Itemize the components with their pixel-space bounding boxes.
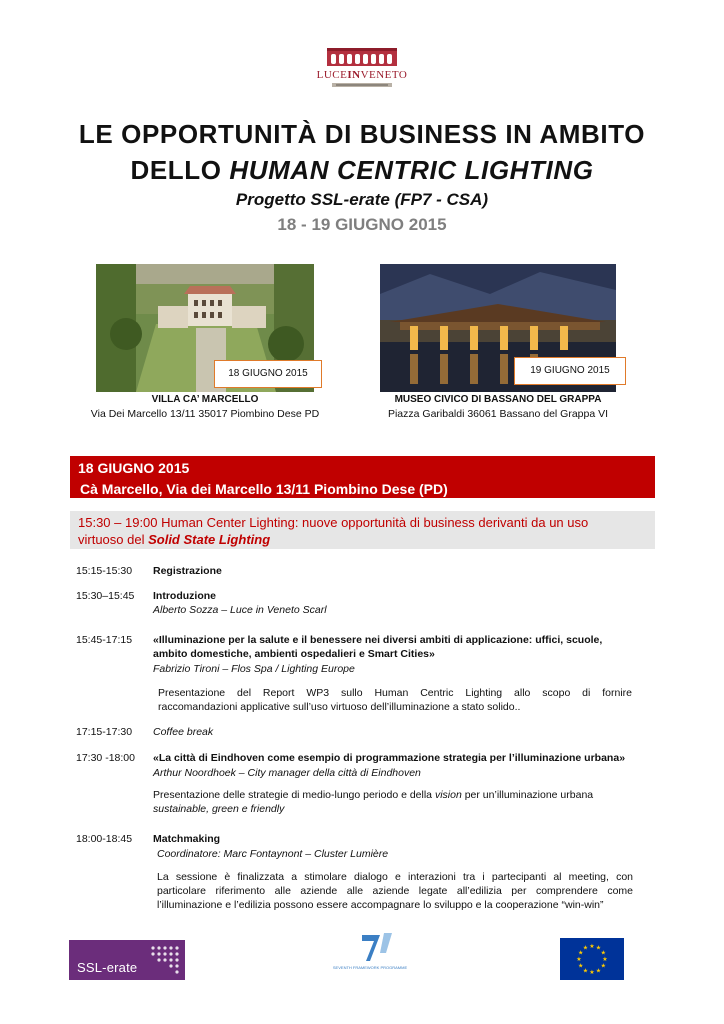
session-title-line2: virtuoso del Solid State Lighting xyxy=(78,532,271,547)
eu-star-icon: ★ xyxy=(578,963,584,970)
schedule-description: Presentazione del Report WP3 sullo Human Centric Lighting allo scopo di fornire xyxy=(158,687,632,699)
eu-star-icon: ★ xyxy=(582,968,589,975)
schedule-time: 15:15-15:30 xyxy=(76,565,133,577)
schedule-title: ambito domestiche, ambienti ospedalieri e Smart Cities» xyxy=(153,648,435,660)
schedule-speaker: Alberto Sozza – Luce in Veneto Scarl xyxy=(153,604,327,616)
page-title-line2: DELLO HUMAN CENTRIC LIGHTING xyxy=(130,155,594,185)
schedule-description: l’illuminazione e l’edilizia possono essere accompagnare lo sviluppo e la cooperazione “win-win” xyxy=(157,899,604,911)
schedule-speaker: Coordinatore: Marc Fontaynont – Cluster Lumière xyxy=(157,848,389,860)
schedule-description: La sessione è finalizzata a stimolare dialogo e interazioni tra i partecipanti al meeting, con xyxy=(157,871,633,883)
event-dates: 18 - 19 GIUGNO 2015 xyxy=(277,215,447,234)
venue-date-badge: 18 GIUGNO 2015 xyxy=(214,360,322,388)
schedule-speaker: Fabrizio Tironi – Flos Spa / Lighting Europe xyxy=(153,663,355,675)
schedule-title: Matchmaking xyxy=(153,833,221,845)
venue-address: Via Dei Marcello 13/11 35017 Piombino Dese PD xyxy=(90,408,320,420)
eu-flag-icon xyxy=(560,938,624,980)
banner-date: 18 GIUGNO 2015 xyxy=(78,460,190,476)
banner-location: Cà Marcello, Via dei Marcello 13/11 Piombino Dese (PD) xyxy=(80,481,448,497)
schedule-description: Presentazione delle strategie di medio-lungo periodo e della vision per un’illuminazione urbana xyxy=(153,789,594,801)
day-banner xyxy=(70,456,655,498)
logo-text: LUCEINVENETO xyxy=(316,69,408,81)
schedule-time: 15:45-17:15 xyxy=(76,634,133,646)
eu-star-icon: ★ xyxy=(600,950,606,957)
eu-star-icon: ★ xyxy=(595,945,602,952)
schedule-time: 17:30 -18:00 xyxy=(76,752,135,764)
schedule-title: Registrazione xyxy=(153,565,222,577)
eu-star-icon: ★ xyxy=(595,968,602,975)
arena-icon xyxy=(325,46,399,68)
session-header xyxy=(70,511,655,549)
ssl-logo-text: SSL-erate xyxy=(77,960,138,975)
venue-address: Piazza Garibaldi 36061 Bassano del Grappa VI xyxy=(387,408,609,420)
eu-star-icon: ★ xyxy=(589,970,595,976)
schedule-title: «Illuminazione per la salute e il benessere nei diversi ambiti di applicazione: uffici, scuole, xyxy=(153,634,603,646)
eu-star-icon: ★ xyxy=(602,957,608,963)
page-title-line1: LE OPPORTUNITÀ DI BUSINESS IN AMBITO xyxy=(78,119,646,149)
schedule-description: particolare riferimento alle aziende alle aziende legate all’edilizia per comprendere come xyxy=(157,885,633,897)
schedule-description: raccomandazioni applicative sull’uso virtuoso dell’illuminazione a stato solido.. xyxy=(158,701,521,713)
venue-name: VILLA CA’ MARCELLO xyxy=(151,394,259,405)
eu-star-icon: ★ xyxy=(576,957,582,963)
schedule-title: Coffee break xyxy=(153,726,214,738)
schedule-title: Introduzione xyxy=(153,590,216,602)
schedule-description: sustainable, green e friendly xyxy=(153,803,285,815)
schedule-time: 15:30–15:45 xyxy=(76,590,135,602)
fp7-logo xyxy=(332,931,408,981)
eu-star-icon: ★ xyxy=(589,944,595,950)
eu-star-icon: ★ xyxy=(578,950,584,957)
eu-star-icon: ★ xyxy=(600,963,606,970)
project-subtitle: Progetto SSL-erate (FP7 - CSA) xyxy=(235,190,489,209)
session-title-line1: 15:30 – 19:00 Human Center Lighting: nuove opportunità di business derivanti da un uso xyxy=(78,515,589,530)
venue-date-badge: 19 GIUGNO 2015 xyxy=(514,357,626,385)
schedule-title: «La città di Eindhoven come esempio di programmazione strategia per l’illuminazione urbana» xyxy=(153,752,626,764)
schedule-time: 18:00-18:45 xyxy=(76,833,133,845)
luce-in-veneto-logo xyxy=(312,46,412,100)
svg-text:SEVENTH FRAMEWORK PROGRAMME: SEVENTH FRAMEWORK PROGRAMME xyxy=(332,965,408,970)
schedule-speaker: Arthur Noordhoek – City manager della città di Eindhoven xyxy=(153,767,421,779)
venue-name: MUSEO CIVICO DI BASSANO DEL GRAPPA xyxy=(394,394,602,405)
logo-ornament xyxy=(332,81,392,89)
ssl-erate-logo xyxy=(69,940,185,980)
schedule-time: 17:15-17:30 xyxy=(76,726,133,738)
eu-star-icon: ★ xyxy=(582,945,589,952)
